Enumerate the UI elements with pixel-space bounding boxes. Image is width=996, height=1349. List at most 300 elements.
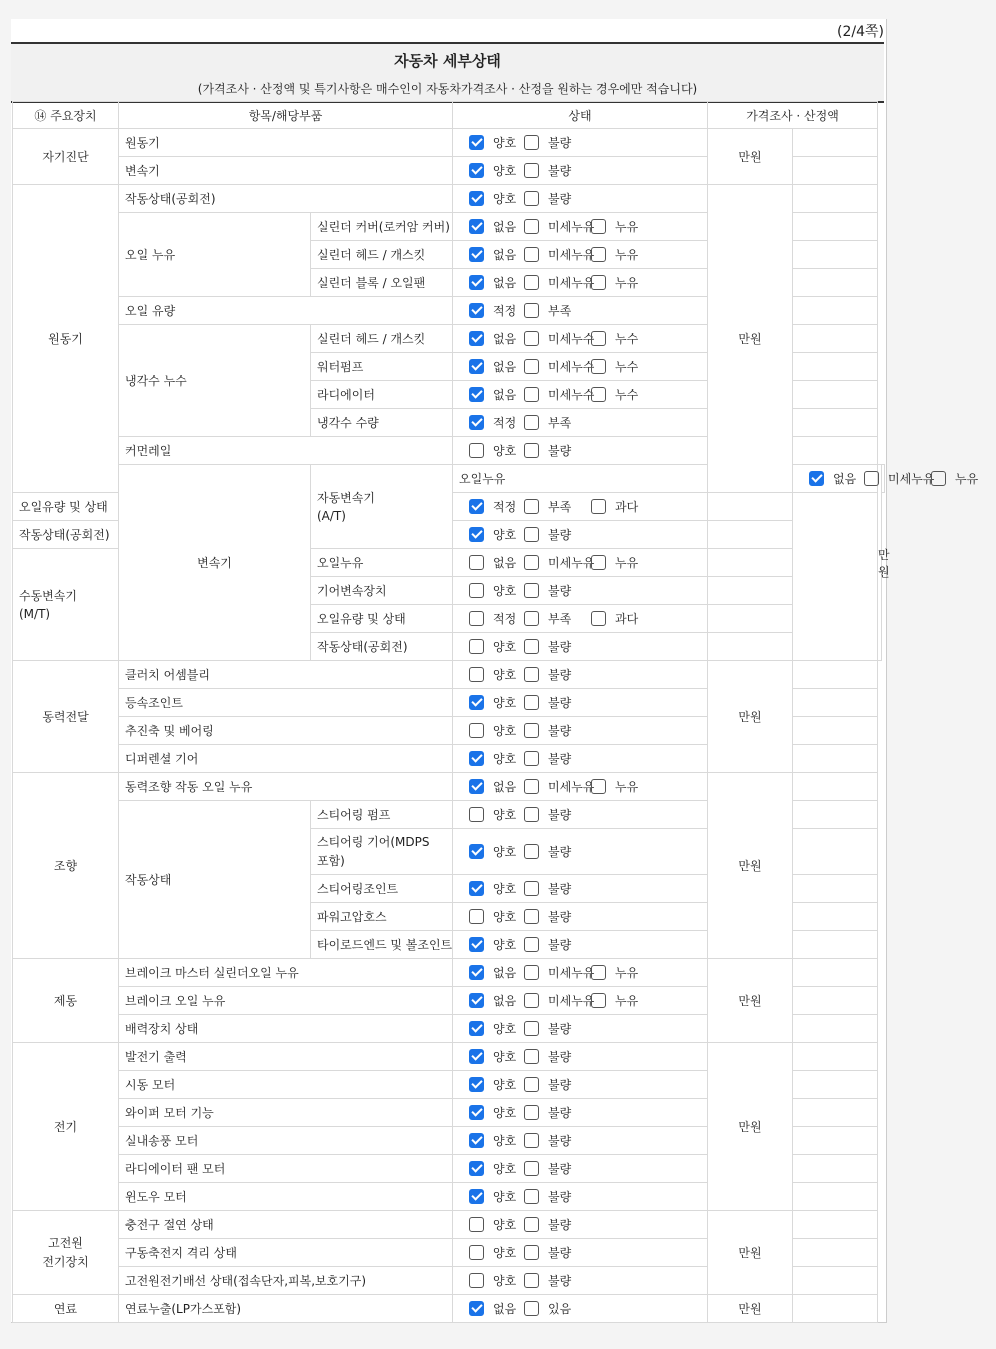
status-option[interactable] (524, 638, 581, 655)
status-option[interactable] (469, 694, 517, 711)
checkbox-checked[interactable] (469, 163, 484, 178)
status-option[interactable] (591, 246, 646, 263)
status-cell (453, 1295, 708, 1323)
price-value-cell[interactable] (793, 409, 878, 437)
status-cell (453, 661, 708, 689)
price-value-cell[interactable] (793, 661, 878, 689)
status-option[interactable] (469, 1104, 517, 1121)
price-value-cell[interactable] (793, 931, 878, 959)
status-cell (453, 157, 708, 185)
checkbox-checked[interactable] (469, 527, 484, 542)
checkbox-unchecked[interactable] (524, 1133, 539, 1148)
status-option[interactable] (469, 134, 517, 151)
price-value-cell[interactable] (793, 689, 878, 717)
price-value-cell[interactable] (708, 633, 793, 661)
checkbox-checked[interactable] (469, 135, 484, 150)
status-option[interactable] (864, 470, 935, 487)
checkbox-unchecked[interactable] (591, 247, 606, 262)
status-option[interactable] (469, 302, 517, 319)
price-value-cell[interactable] (793, 1043, 878, 1071)
price-value-cell[interactable] (793, 717, 878, 745)
option-label: 양호 (493, 1274, 517, 1288)
status-cell (453, 353, 708, 381)
price-value-cell[interactable] (708, 549, 793, 577)
option-label: 양호 (493, 696, 517, 710)
price-value-cell[interactable] (793, 1183, 878, 1211)
status-option[interactable] (469, 274, 517, 291)
option-label: 누유 (615, 966, 639, 980)
option-label: 양호 (493, 910, 517, 924)
checkbox-checked[interactable] (469, 1077, 484, 1092)
checkbox-unchecked[interactable] (591, 779, 606, 794)
checkbox-unchecked[interactable] (524, 695, 539, 710)
table-row (13, 129, 885, 157)
checkbox-unchecked[interactable] (524, 1301, 539, 1316)
checkbox-checked[interactable] (469, 965, 484, 980)
option-label: 있음 (548, 1302, 572, 1316)
status-option[interactable] (469, 992, 517, 1009)
status-cell (453, 1267, 708, 1295)
status-option[interactable] (931, 470, 986, 487)
checkbox-unchecked[interactable] (469, 639, 484, 654)
category-cell: 원동기 (13, 185, 119, 493)
status-option[interactable] (469, 526, 517, 543)
checkbox-checked[interactable] (469, 1105, 484, 1120)
status-option[interactable] (524, 1300, 581, 1317)
status-option[interactable] (524, 1048, 581, 1065)
checkbox-checked[interactable] (469, 359, 484, 374)
checkbox-unchecked[interactable] (591, 499, 606, 514)
status-option[interactable] (591, 330, 646, 347)
checkbox-checked[interactable] (469, 1049, 484, 1064)
price-value-cell[interactable] (708, 577, 793, 605)
option-label: 과다 (615, 500, 639, 514)
checkbox-unchecked[interactable] (524, 583, 539, 598)
item-label: 브레이크 오일 누유 (119, 987, 453, 1015)
checkbox-checked[interactable] (469, 1189, 484, 1204)
option-label: 불량 (548, 938, 572, 952)
checkbox-checked[interactable] (469, 881, 484, 896)
checkbox-checked[interactable] (809, 471, 824, 486)
status-option[interactable] (469, 1272, 517, 1289)
status-option[interactable] (469, 442, 517, 459)
checkbox-unchecked[interactable] (864, 471, 879, 486)
checkbox-checked[interactable] (469, 1301, 484, 1316)
checkbox-unchecked[interactable] (591, 993, 606, 1008)
status-option[interactable] (469, 190, 517, 207)
option-label: 양호 (493, 1134, 517, 1148)
price-value-cell[interactable] (793, 1155, 878, 1183)
checkbox-unchecked[interactable] (524, 191, 539, 206)
status-option[interactable] (524, 666, 581, 683)
checkbox-unchecked[interactable] (524, 751, 539, 766)
checkbox-unchecked[interactable] (469, 723, 484, 738)
status-cell (453, 129, 708, 157)
checkbox-unchecked[interactable] (524, 1161, 539, 1176)
option-label: 없음 (493, 276, 517, 290)
checkbox-checked[interactable] (469, 303, 484, 318)
checkbox-unchecked[interactable] (469, 807, 484, 822)
price-unit: 만원 (708, 1295, 793, 1323)
status-option[interactable] (469, 246, 517, 263)
status-option[interactable] (469, 1132, 517, 1149)
status-option[interactable] (524, 1104, 581, 1121)
status-option[interactable] (469, 330, 517, 347)
status-option[interactable] (524, 358, 595, 375)
checkbox-unchecked[interactable] (469, 583, 484, 598)
price-value-cell[interactable] (793, 903, 878, 931)
status-option[interactable] (469, 666, 517, 683)
price-value-cell[interactable] (793, 987, 878, 1015)
status-option[interactable] (524, 1272, 581, 1289)
status-option[interactable] (469, 386, 517, 403)
status-option[interactable] (469, 218, 517, 235)
checkbox-unchecked[interactable] (524, 331, 539, 346)
status-cell (453, 773, 708, 801)
item-label: 변속기 (119, 157, 453, 185)
status-option[interactable] (524, 1160, 581, 1177)
status-option[interactable] (524, 330, 595, 347)
status-option[interactable] (524, 1216, 581, 1233)
price-value-cell[interactable] (793, 381, 878, 409)
price-value-cell[interactable] (793, 1099, 878, 1127)
checkbox-unchecked[interactable] (524, 667, 539, 682)
checkbox-unchecked[interactable] (524, 135, 539, 150)
status-option[interactable] (469, 1076, 517, 1093)
page-title: 자동차 세부상태 (394, 52, 501, 70)
status-option[interactable] (524, 1188, 581, 1205)
checkbox-unchecked[interactable] (591, 611, 606, 626)
checkbox-unchecked[interactable] (469, 909, 484, 924)
checkbox-unchecked[interactable] (524, 1077, 539, 1092)
status-cell (453, 1043, 708, 1071)
checkbox-checked[interactable] (469, 247, 484, 262)
status-option[interactable] (591, 358, 646, 375)
checkbox-unchecked[interactable] (524, 219, 539, 234)
price-value-cell[interactable] (793, 875, 878, 903)
status-option[interactable] (469, 843, 517, 860)
option-label: 없음 (493, 248, 517, 262)
checkbox-unchecked[interactable] (591, 275, 606, 290)
status-cell (453, 717, 708, 745)
price-value-cell[interactable] (793, 1071, 878, 1099)
category-cell: 전기 (13, 1043, 119, 1211)
checkbox-unchecked[interactable] (469, 1273, 484, 1288)
item-label: 클러치 어셈블리 (119, 661, 453, 689)
checkbox-checked[interactable] (469, 1133, 484, 1148)
price-value-cell[interactable] (793, 297, 878, 325)
status-option[interactable] (524, 498, 581, 515)
price-value-cell[interactable] (793, 129, 878, 157)
status-option[interactable] (524, 936, 581, 953)
status-option[interactable] (591, 274, 646, 291)
item-label: 실린더 헤드 / 개스킷 (311, 241, 453, 269)
price-value-cell[interactable] (793, 241, 878, 269)
checkbox-checked[interactable] (469, 331, 484, 346)
checkbox-checked[interactable] (469, 191, 484, 206)
status-option[interactable] (469, 1300, 517, 1317)
status-option[interactable] (469, 498, 517, 515)
checkbox-unchecked[interactable] (469, 1245, 484, 1260)
item-label: 워터펌프 (311, 353, 453, 381)
price-value-cell[interactable] (793, 185, 878, 213)
checkbox-unchecked[interactable] (591, 359, 606, 374)
header-status: 상태 (453, 102, 708, 129)
checkbox-unchecked[interactable] (524, 1021, 539, 1036)
checkbox-unchecked[interactable] (469, 443, 484, 458)
option-label: 불량 (548, 1134, 572, 1148)
checkbox-unchecked[interactable] (524, 163, 539, 178)
option-label: 부족 (548, 416, 572, 430)
checkbox-checked[interactable] (469, 695, 484, 710)
category-cell: 조향 (13, 773, 119, 959)
status-option[interactable] (469, 582, 517, 599)
price-value-cell[interactable] (793, 325, 878, 353)
checkbox-unchecked[interactable] (524, 1273, 539, 1288)
price-value-cell[interactable] (793, 959, 878, 987)
checkbox-unchecked[interactable] (524, 779, 539, 794)
status-option[interactable] (591, 778, 646, 795)
status-option[interactable] (524, 694, 581, 711)
status-option[interactable] (809, 470, 857, 487)
status-option[interactable] (524, 554, 595, 571)
status-option[interactable] (524, 880, 581, 897)
status-option[interactable] (524, 246, 595, 263)
checkbox-unchecked[interactable] (469, 1217, 484, 1232)
item-label: 오일누유 (453, 465, 708, 493)
status-option[interactable] (469, 638, 517, 655)
status-option[interactable] (591, 964, 646, 981)
checkbox-unchecked[interactable] (469, 667, 484, 682)
status-option[interactable] (469, 750, 517, 767)
price-value-cell[interactable] (793, 773, 878, 801)
checkbox-unchecked[interactable] (524, 844, 539, 859)
option-label: 불량 (548, 845, 572, 859)
status-option[interactable] (524, 386, 595, 403)
price-value-cell[interactable] (793, 1239, 878, 1267)
status-cell (453, 493, 708, 521)
checkbox-unchecked[interactable] (591, 331, 606, 346)
item-label: 냉각수 수량 (311, 409, 453, 437)
price-value-cell[interactable] (793, 437, 878, 465)
checkbox-checked[interactable] (469, 1161, 484, 1176)
option-label: 양호 (493, 1162, 517, 1176)
checkbox-unchecked[interactable] (524, 555, 539, 570)
checkbox-unchecked[interactable] (524, 247, 539, 262)
option-label: 누유 (615, 556, 639, 570)
checkbox-unchecked[interactable] (524, 807, 539, 822)
checkbox-checked[interactable] (469, 415, 484, 430)
price-value-cell[interactable] (793, 213, 878, 241)
status-option[interactable] (469, 358, 517, 375)
checkbox-checked[interactable] (469, 275, 484, 290)
checkbox-checked[interactable] (469, 1021, 484, 1036)
checkbox-checked[interactable] (469, 779, 484, 794)
checkbox-unchecked[interactable] (524, 993, 539, 1008)
checkbox-unchecked[interactable] (524, 303, 539, 318)
price-value-cell[interactable] (708, 521, 793, 549)
status-option[interactable] (524, 610, 581, 627)
status-option[interactable] (524, 442, 581, 459)
status-option[interactable] (469, 936, 517, 953)
status-option[interactable] (524, 806, 581, 823)
option-label: 누유 (615, 248, 639, 262)
item-label: 원동기 (119, 129, 453, 157)
status-cell (453, 1127, 708, 1155)
status-option[interactable] (469, 1188, 517, 1205)
price-value-cell[interactable] (708, 605, 793, 633)
status-option[interactable] (524, 750, 581, 767)
checkbox-unchecked[interactable] (524, 723, 539, 738)
option-label: 양호 (493, 1246, 517, 1260)
status-option[interactable] (469, 162, 517, 179)
checkbox-unchecked[interactable] (524, 965, 539, 980)
checkbox-unchecked[interactable] (524, 527, 539, 542)
checkbox-unchecked[interactable] (591, 387, 606, 402)
checkbox-unchecked[interactable] (591, 219, 606, 234)
status-option[interactable] (524, 1020, 581, 1037)
status-option[interactable] (591, 386, 646, 403)
option-label: 없음 (493, 994, 517, 1008)
price-value-cell[interactable] (793, 1295, 878, 1323)
status-option[interactable] (524, 722, 581, 739)
checkbox-unchecked[interactable] (469, 611, 484, 626)
status-option[interactable] (524, 190, 581, 207)
item-label: 디퍼렌셜 기어 (119, 745, 453, 773)
item-label: 실린더 헤드 / 개스킷 (311, 325, 453, 353)
status-option[interactable] (524, 134, 581, 151)
status-option[interactable] (524, 1244, 581, 1261)
option-label: 불량 (548, 1106, 572, 1120)
checkbox-checked[interactable] (469, 499, 484, 514)
checkbox-unchecked[interactable] (524, 443, 539, 458)
status-option[interactable] (524, 908, 581, 925)
checkbox-checked[interactable] (469, 844, 484, 859)
status-option[interactable] (524, 1132, 581, 1149)
status-option[interactable] (524, 778, 595, 795)
status-option[interactable] (469, 554, 517, 571)
price-value-cell[interactable] (793, 353, 878, 381)
price-value-cell[interactable] (793, 801, 878, 829)
status-option[interactable] (524, 582, 581, 599)
price-value-cell[interactable] (793, 269, 878, 297)
price-value-cell[interactable] (793, 1211, 878, 1239)
status-option[interactable] (469, 1020, 517, 1037)
table-row (13, 185, 885, 213)
group-cell: 작동상태 (119, 801, 311, 959)
price-value-cell[interactable] (793, 829, 878, 875)
checkbox-unchecked[interactable] (524, 881, 539, 896)
checkbox-unchecked[interactable] (469, 555, 484, 570)
checkbox-unchecked[interactable] (524, 275, 539, 290)
status-option[interactable] (469, 964, 517, 981)
status-option[interactable] (591, 992, 646, 1009)
option-label: 불량 (548, 808, 572, 822)
status-option[interactable] (591, 498, 646, 515)
checkbox-checked[interactable] (469, 937, 484, 952)
price-value-cell[interactable] (793, 1015, 878, 1043)
status-option[interactable] (591, 610, 646, 627)
option-label: 양호 (493, 1190, 517, 1204)
status-option[interactable] (524, 162, 581, 179)
table-row (13, 959, 885, 987)
option-label: 미세누유 (888, 472, 935, 486)
item-label: 배력장치 상태 (119, 1015, 453, 1043)
status-cell (453, 689, 708, 717)
price-value-cell[interactable] (793, 745, 878, 773)
status-option[interactable] (469, 610, 517, 627)
checkbox-unchecked[interactable] (524, 1049, 539, 1064)
status-option[interactable] (469, 414, 517, 431)
status-option[interactable] (591, 218, 646, 235)
checkbox-unchecked[interactable] (524, 499, 539, 514)
checkbox-unchecked[interactable] (591, 555, 606, 570)
checkbox-unchecked[interactable] (524, 359, 539, 374)
status-option[interactable] (469, 778, 517, 795)
checkbox-unchecked[interactable] (591, 965, 606, 980)
checkbox-unchecked[interactable] (524, 639, 539, 654)
price-value-cell[interactable] (708, 493, 793, 521)
status-option[interactable] (524, 992, 595, 1009)
status-option[interactable] (591, 554, 646, 571)
status-option[interactable] (469, 1048, 517, 1065)
status-option[interactable] (469, 722, 517, 739)
option-label: 불량 (548, 668, 572, 682)
price-value-cell[interactable] (793, 1127, 878, 1155)
status-option[interactable] (524, 1076, 581, 1093)
checkbox-checked[interactable] (469, 993, 484, 1008)
status-option[interactable] (524, 964, 595, 981)
option-label: 양호 (493, 1078, 517, 1092)
option-label: 양호 (493, 882, 517, 896)
checkbox-checked[interactable] (469, 219, 484, 234)
checkbox-unchecked[interactable] (524, 1245, 539, 1260)
checkbox-unchecked[interactable] (524, 937, 539, 952)
status-option[interactable] (524, 302, 581, 319)
status-cell (453, 521, 708, 549)
status-option[interactable] (524, 843, 581, 860)
checkbox-unchecked[interactable] (524, 909, 539, 924)
status-option[interactable] (469, 1244, 517, 1261)
price-value-cell[interactable] (793, 1267, 878, 1295)
checkbox-unchecked[interactable] (524, 1189, 539, 1204)
checkbox-unchecked[interactable] (524, 1217, 539, 1232)
checkbox-checked[interactable] (469, 387, 484, 402)
status-option[interactable] (524, 526, 581, 543)
status-option[interactable] (469, 908, 517, 925)
checkbox-unchecked[interactable] (524, 611, 539, 626)
status-option[interactable] (524, 218, 595, 235)
checkbox-unchecked[interactable] (524, 387, 539, 402)
price-value-cell[interactable] (793, 157, 878, 185)
status-cell (453, 549, 708, 577)
status-option[interactable] (469, 880, 517, 897)
table-row (13, 661, 885, 689)
status-option[interactable] (469, 806, 517, 823)
status-cell (453, 745, 708, 773)
checkbox-unchecked[interactable] (524, 415, 539, 430)
checkbox-unchecked[interactable] (931, 471, 946, 486)
checkbox-checked[interactable] (469, 751, 484, 766)
status-option[interactable] (469, 1160, 517, 1177)
item-label: 파워고압호스 (311, 903, 453, 931)
status-option[interactable] (524, 274, 595, 291)
option-label: 누유 (615, 220, 639, 234)
status-option[interactable] (524, 414, 581, 431)
checkbox-unchecked[interactable] (524, 1105, 539, 1120)
status-option[interactable] (469, 1216, 517, 1233)
category-cell: 고전원 전기장치 (13, 1211, 119, 1295)
